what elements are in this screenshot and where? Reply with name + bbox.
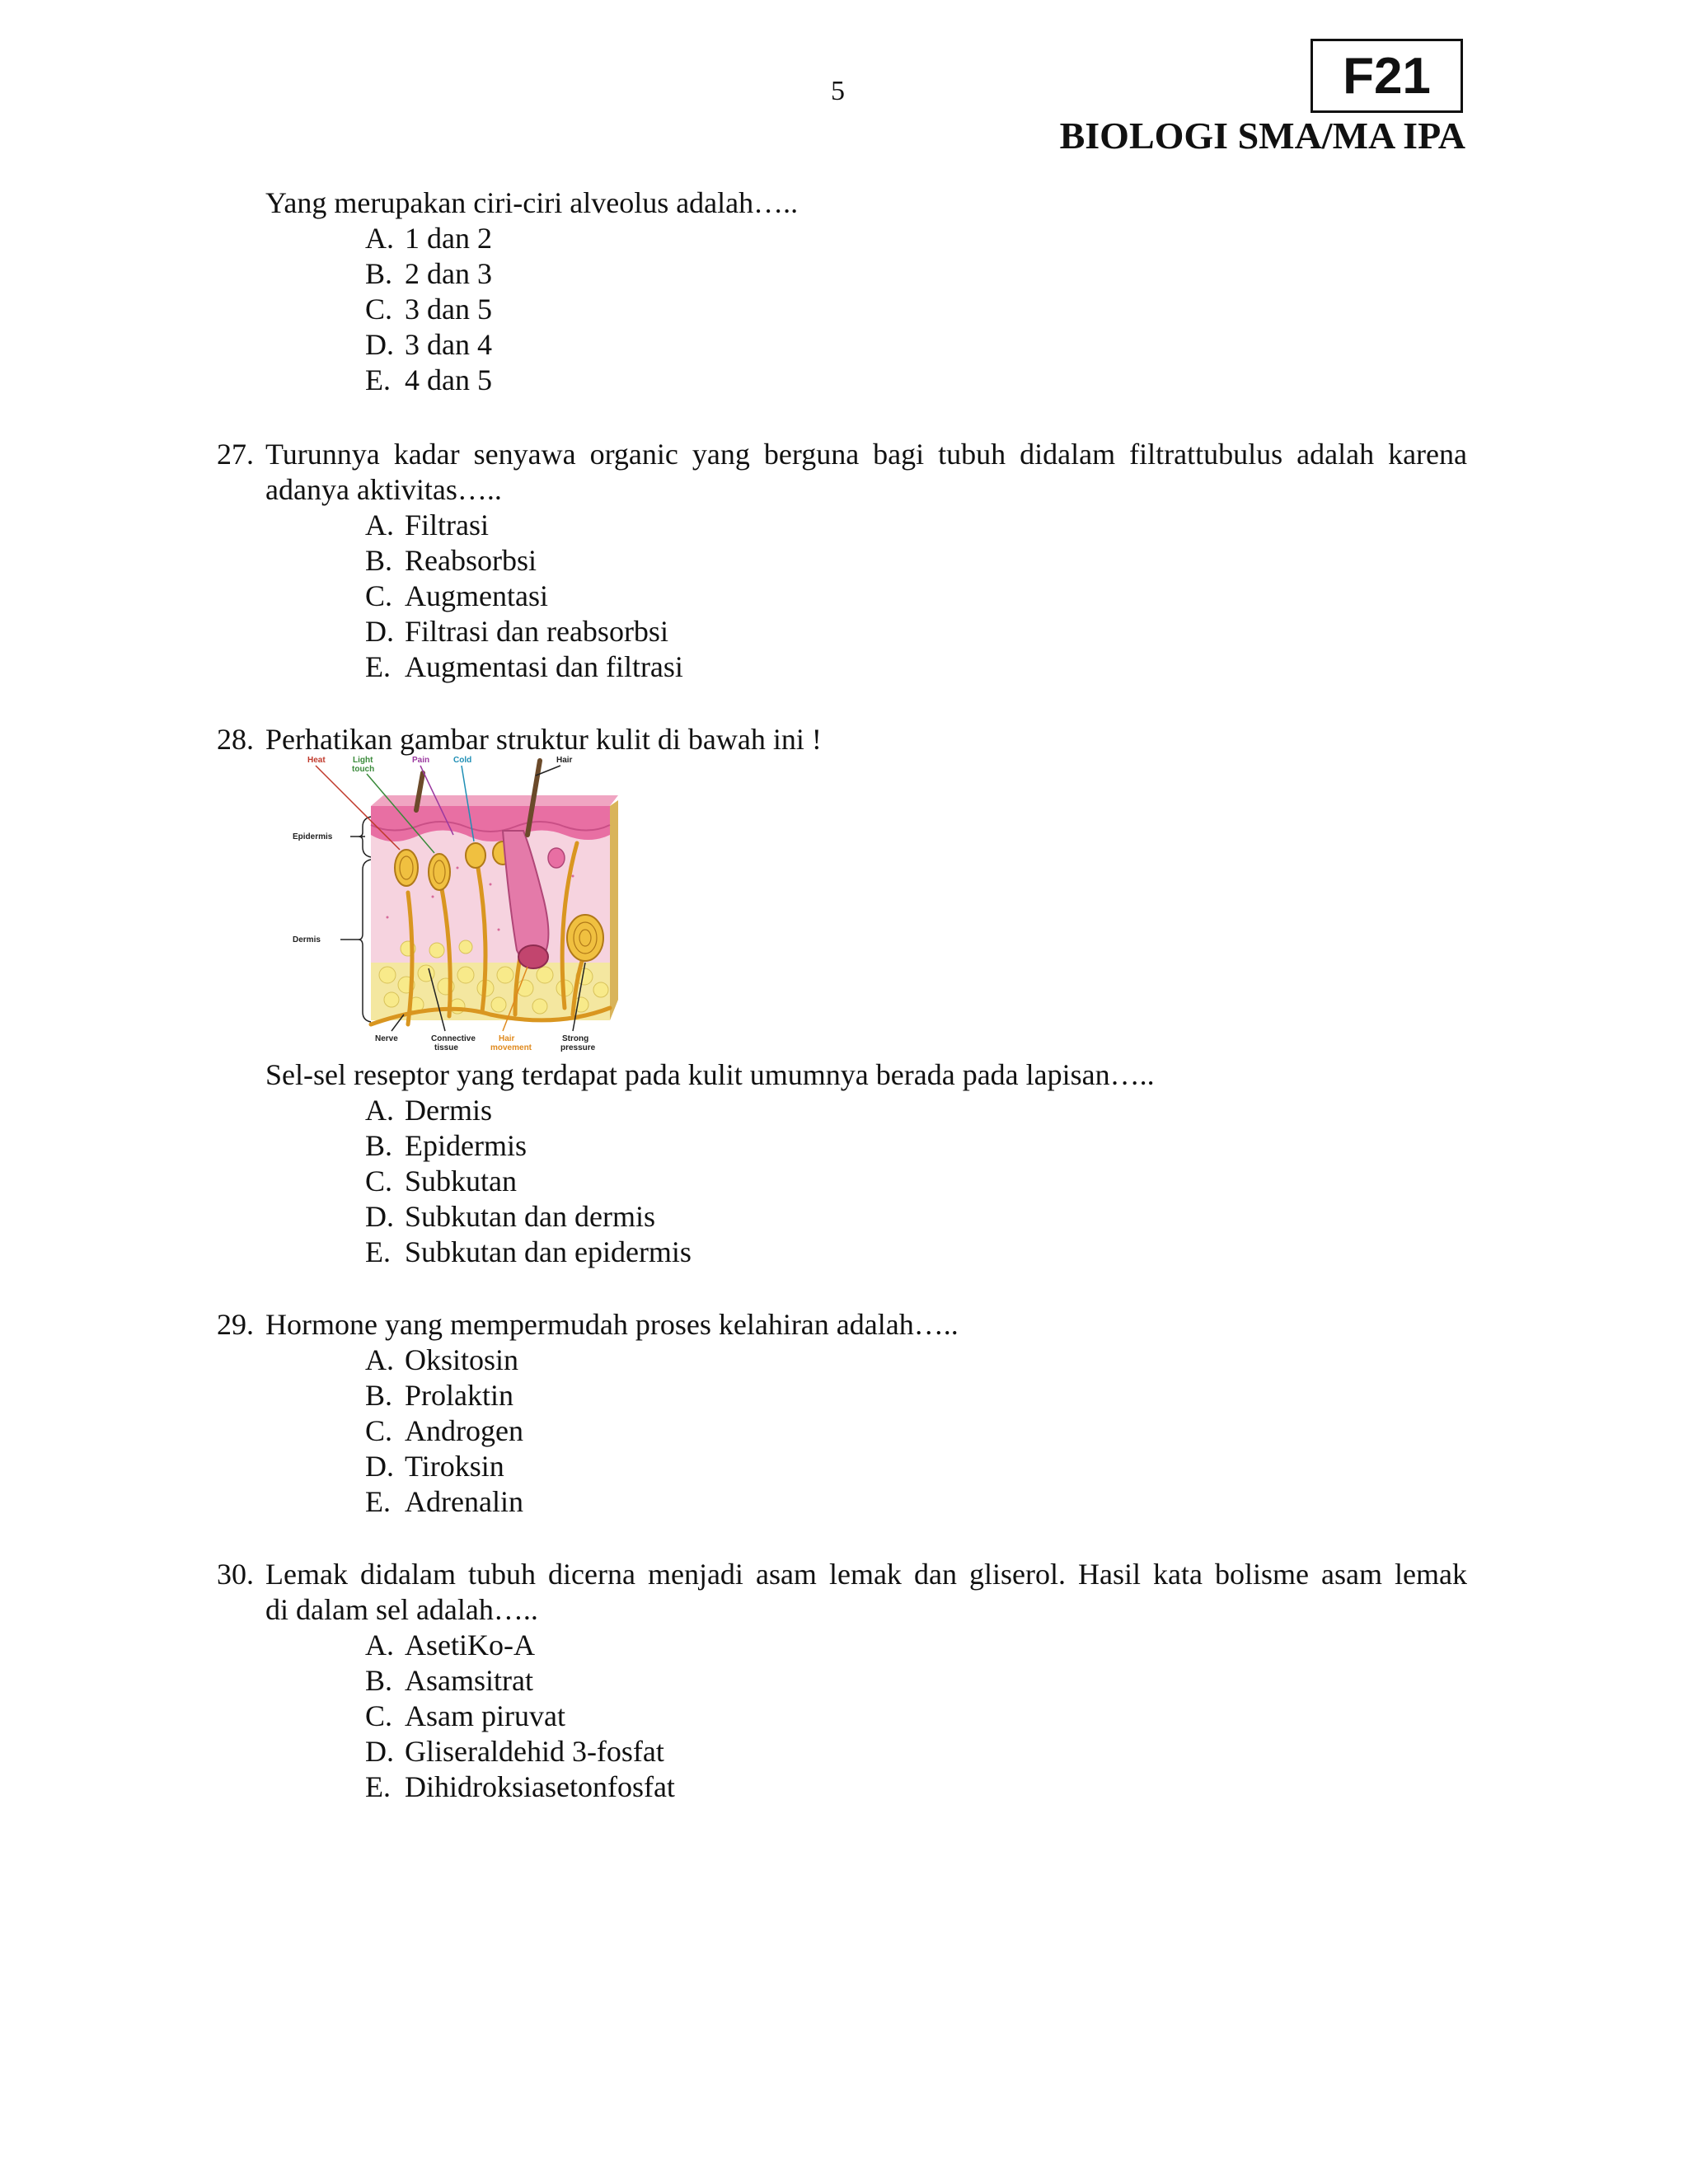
option-item[interactable] bbox=[365, 1093, 492, 1128]
option-item[interactable] bbox=[365, 1769, 675, 1805]
question-number: 27. bbox=[217, 438, 254, 471]
option-text: Epidermis bbox=[405, 1129, 527, 1162]
option-item[interactable] bbox=[365, 1413, 523, 1449]
option-item[interactable] bbox=[365, 1699, 565, 1734]
option-item[interactable] bbox=[365, 292, 492, 327]
option-item[interactable] bbox=[365, 614, 668, 649]
option-text: Augmentasi dan filtrasi bbox=[405, 650, 683, 683]
option-letter: B. bbox=[365, 1129, 393, 1162]
option-text: Tiroksin bbox=[405, 1450, 504, 1483]
option-item[interactable] bbox=[365, 1734, 664, 1769]
option-text: 3 dan 5 bbox=[405, 293, 492, 326]
question-stem: Turunnya kadar senyawa organic yang berguna bagi tubuh didalam filtrattubulus adalah karena bbox=[265, 438, 1467, 471]
option-text: Adrenalin bbox=[405, 1485, 523, 1518]
option-text: Filtrasi dan reabsorbsi bbox=[405, 615, 668, 648]
question-number: 30. bbox=[217, 1558, 254, 1591]
option-text: Subkutan bbox=[405, 1165, 518, 1197]
option-letter: A. bbox=[365, 1629, 394, 1661]
option-letter: A. bbox=[365, 1094, 394, 1127]
option-item[interactable] bbox=[365, 1343, 518, 1378]
label-hair: Hair bbox=[556, 756, 573, 765]
question-stem: Hormone yang mempermudah proses kelahiran adalah….. bbox=[265, 1308, 959, 1341]
label-strong-pressure: Strong bbox=[562, 1034, 589, 1043]
option-text: AsetiKo-A bbox=[405, 1629, 535, 1661]
option-text: Gliseraldehid 3-fosfat bbox=[405, 1735, 664, 1768]
page-number: 5 bbox=[831, 76, 845, 106]
question-stem: Sel-sel reseptor yang terdapat pada kulit umumnya berada pada lapisan….. bbox=[265, 1058, 1155, 1091]
question-stem: Yang merupakan ciri-ciri alveolus adalah….. bbox=[265, 186, 799, 219]
label-pain: Pain bbox=[412, 756, 430, 765]
option-text: Subkutan dan dermis bbox=[405, 1200, 655, 1233]
option-letter: D. bbox=[365, 615, 394, 648]
option-letter: D. bbox=[365, 1200, 394, 1233]
label-hair-movement: Hair bbox=[499, 1034, 515, 1043]
dermis-bracket bbox=[340, 860, 371, 1022]
epidermis-bracket bbox=[350, 817, 371, 857]
label-light-touch-2: touch bbox=[352, 765, 375, 774]
option-text: Subkutan dan epidermis bbox=[405, 1235, 692, 1268]
option-letter: A. bbox=[365, 509, 394, 541]
question-number: 29. bbox=[217, 1308, 254, 1341]
option-item[interactable] bbox=[365, 221, 492, 256]
option-letter: E. bbox=[365, 1485, 391, 1518]
option-letter: C. bbox=[365, 579, 393, 612]
question-stem: di dalam sel adalah….. bbox=[265, 1593, 538, 1626]
option-text: 2 dan 3 bbox=[405, 257, 492, 290]
option-item[interactable] bbox=[365, 1128, 527, 1164]
label-heat: Heat bbox=[307, 756, 326, 765]
option-letter: D. bbox=[365, 328, 394, 361]
label-dermis: Dermis bbox=[293, 935, 321, 944]
option-letter: B. bbox=[365, 257, 393, 290]
option-letter: B. bbox=[365, 1664, 393, 1697]
option-text: Dihidroksiasetonfosfat bbox=[405, 1770, 675, 1803]
option-item[interactable] bbox=[365, 1663, 533, 1699]
subject-title: BIOLOGI SMA/MA IPA bbox=[1059, 115, 1465, 157]
label-hair-movement-2: movement bbox=[490, 1043, 532, 1052]
option-letter: C. bbox=[365, 1165, 393, 1197]
exam-code-box bbox=[1311, 39, 1463, 113]
option-letter: E. bbox=[365, 363, 391, 396]
option-letter: D. bbox=[365, 1735, 394, 1768]
option-item[interactable] bbox=[365, 1235, 692, 1270]
option-letter: B. bbox=[365, 1379, 393, 1412]
skin-structure-figure bbox=[293, 752, 618, 1053]
option-text: 1 dan 2 bbox=[405, 222, 492, 255]
option-text: Filtrasi bbox=[405, 509, 490, 541]
label-connective-tissue: Connective bbox=[431, 1034, 476, 1043]
option-item[interactable] bbox=[365, 1199, 655, 1235]
option-letter: B. bbox=[365, 544, 393, 577]
option-text: 3 dan 4 bbox=[405, 328, 492, 361]
label-connective-tissue-2: tissue bbox=[434, 1043, 458, 1052]
question-number: 28. bbox=[217, 723, 254, 756]
option-letter: C. bbox=[365, 293, 393, 326]
option-item[interactable] bbox=[365, 256, 492, 292]
option-item[interactable] bbox=[365, 363, 492, 398]
option-item[interactable] bbox=[365, 1378, 513, 1413]
label-epidermis: Epidermis bbox=[293, 832, 333, 841]
option-letter: E. bbox=[365, 1235, 391, 1268]
option-text: Androgen bbox=[405, 1414, 523, 1447]
question-stem: adanya aktivitas….. bbox=[265, 473, 502, 506]
label-cold: Cold bbox=[453, 756, 472, 765]
option-item[interactable] bbox=[365, 327, 492, 363]
label-light-touch: Light bbox=[353, 756, 373, 765]
option-letter: D. bbox=[365, 1450, 394, 1483]
label-nerve: Nerve bbox=[375, 1034, 398, 1043]
option-letter: E. bbox=[365, 1770, 391, 1803]
option-letter: A. bbox=[365, 222, 394, 255]
option-text: Asam piruvat bbox=[405, 1699, 565, 1732]
option-text: Asamsitrat bbox=[405, 1664, 533, 1697]
question-stem: Perhatikan gambar struktur kulit di bawah ini ! bbox=[265, 723, 822, 756]
option-letter: C. bbox=[365, 1414, 393, 1447]
option-item[interactable] bbox=[365, 1484, 523, 1520]
option-item[interactable] bbox=[365, 1164, 517, 1199]
option-text: Oksitosin bbox=[405, 1343, 519, 1376]
label-strong-pressure-2: pressure bbox=[560, 1043, 596, 1052]
option-item[interactable] bbox=[365, 1628, 535, 1663]
option-text: Prolaktin bbox=[405, 1379, 513, 1412]
option-text: Augmentasi bbox=[405, 579, 548, 612]
exam-code: F21 bbox=[1343, 47, 1431, 105]
option-letter: A. bbox=[365, 1343, 394, 1376]
option-text: 4 dan 5 bbox=[405, 363, 492, 396]
option-letter: C. bbox=[365, 1699, 393, 1732]
option-text: Reabsorbsi bbox=[405, 544, 537, 577]
option-item[interactable] bbox=[365, 579, 548, 614]
option-item[interactable] bbox=[365, 543, 537, 579]
option-item[interactable] bbox=[365, 1449, 504, 1484]
question-stem: Lemak didalam tubuh dicerna menjadi asam lemak dan gliserol. Hasil kata bolisme asam lemak bbox=[265, 1558, 1467, 1591]
option-item[interactable] bbox=[365, 508, 489, 543]
option-text: Dermis bbox=[405, 1094, 492, 1127]
option-item[interactable] bbox=[365, 649, 683, 685]
option-letter: E. bbox=[365, 650, 391, 683]
